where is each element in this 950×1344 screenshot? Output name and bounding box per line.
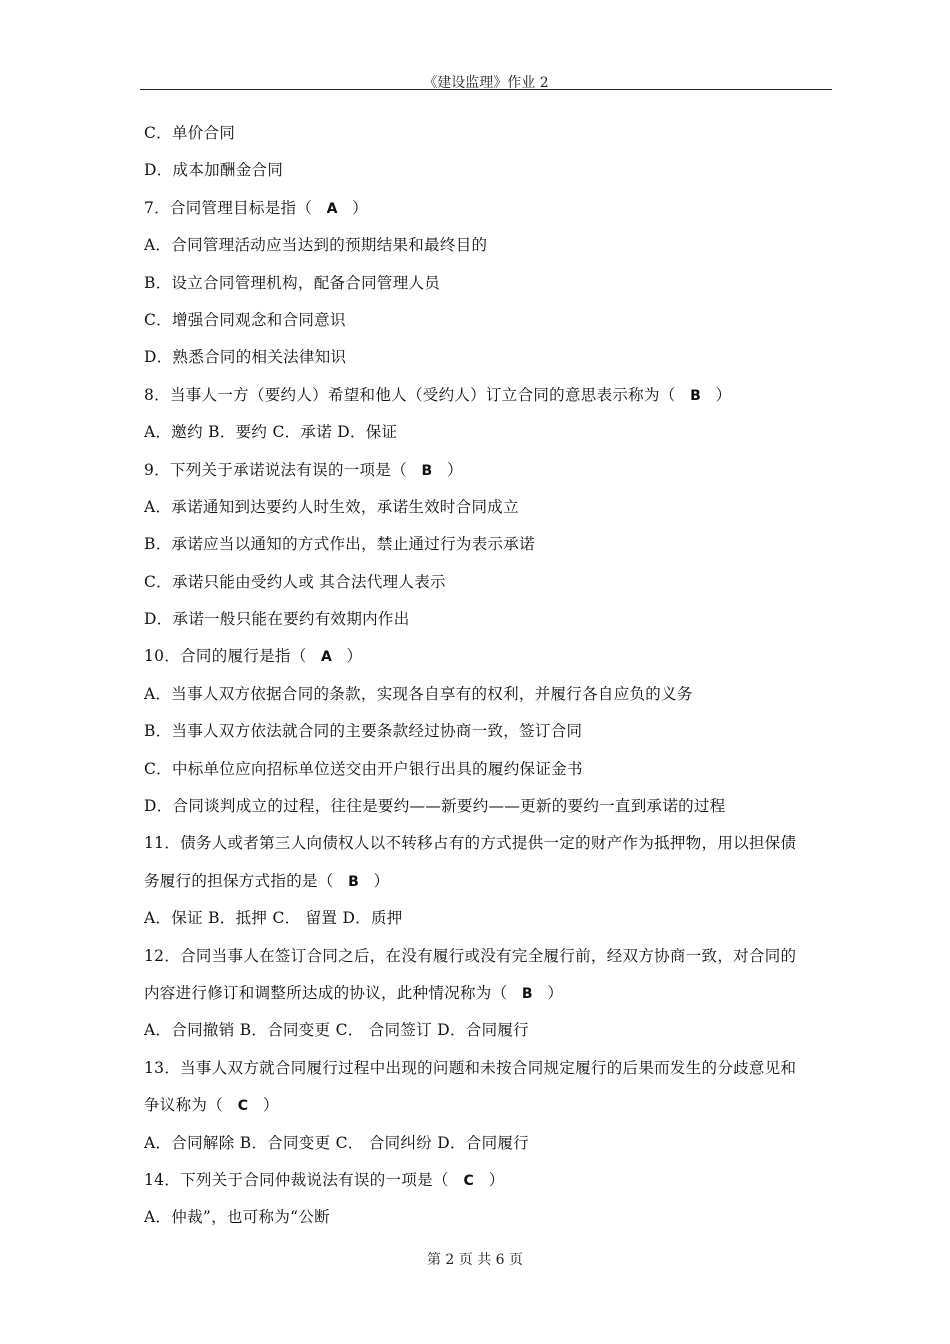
- answer-letter: B: [690, 387, 702, 404]
- closing-paren: ）: [263, 1096, 279, 1115]
- line-text: A．承诺通知到达要约人时生效，承诺生效时合同成立: [144, 497, 519, 516]
- line-text: C．增强合同观念和合同意识: [144, 310, 346, 329]
- header-divider: [140, 89, 832, 90]
- line-text: A．合同撤销 B．合同变更 C． 合同签订 D．合同履行: [144, 1021, 529, 1040]
- line-text: A．当事人双方依据合同的条款，实现各自享有的权利，并履行各自应负的义务: [144, 684, 693, 703]
- closing-paren: ）: [715, 385, 732, 404]
- line-text: 10．合同的履行是指（: [144, 647, 307, 666]
- question-line: [144, 645, 836, 682]
- text-line: [144, 758, 836, 795]
- closing-paren: ）: [547, 983, 564, 1002]
- line-text: 8．当事人一方（要约人）希望和他人（受约人）订立合同的意思表示称为（: [144, 385, 676, 404]
- text-line: [144, 421, 836, 458]
- answer-letter: B: [421, 462, 433, 479]
- line-text: 务履行的担保方式指的是（: [144, 871, 334, 890]
- answer-letter: C: [237, 1098, 249, 1115]
- answer-letter: C: [463, 1172, 475, 1189]
- text-line: [144, 945, 836, 982]
- line-text: 9．下列关于承诺说法有误的一项是（: [144, 460, 407, 479]
- closing-paren: ）: [346, 647, 363, 666]
- line-text: A．仲裁”，也可称为“公断: [144, 1208, 330, 1227]
- text-line: [144, 683, 836, 720]
- text-line: [144, 907, 836, 944]
- line-text: 7．合同管理目标是指（: [144, 198, 313, 217]
- answer-letter: B: [521, 985, 533, 1002]
- text-line: [144, 571, 836, 608]
- page-header: 《建设监理》作业 2: [423, 75, 549, 91]
- line-text: C．承诺只能由受约人或 其合法代理人表示: [144, 572, 446, 591]
- line-text: A．保证 B．抵押 C． 留置 D．质押: [144, 909, 403, 928]
- line-text: C．中标单位应向招标单位送交由开户银行出具的履约保证金书: [144, 759, 583, 778]
- text-line: [144, 608, 836, 645]
- line-text: A．邀约 B．要约 C．承诺 D．保证: [144, 423, 398, 442]
- closing-paren: ）: [488, 1170, 505, 1189]
- answer-letter: B: [348, 873, 360, 890]
- line-text: A．合同管理活动应当达到的预期结果和最终目的: [144, 236, 488, 255]
- question-line: [144, 1169, 836, 1206]
- line-text: C．单价合同: [144, 124, 236, 142]
- text-line: [144, 795, 836, 832]
- text-line: [144, 122, 836, 159]
- line-text: D．承诺一般只能在要约有效期内作出: [144, 610, 410, 629]
- line-text: B．当事人双方依法就合同的主要条款经过协商一致，签订合同: [144, 722, 583, 741]
- line-text: D．熟悉合同的相关法律知识: [144, 348, 347, 367]
- text-line: [144, 1019, 836, 1056]
- line-text: D．成本加酬金合同: [144, 161, 284, 180]
- text-line: [144, 1057, 836, 1094]
- line-text: B．设立合同管理机构，配备合同管理人员: [144, 273, 441, 292]
- text-line: [144, 1206, 836, 1243]
- text-line: [144, 309, 836, 346]
- question-line: [144, 1094, 836, 1131]
- answer-letter: A: [326, 200, 338, 217]
- text-line: [144, 832, 836, 869]
- text-line: [144, 533, 836, 570]
- line-text: 14．下列关于合同仲裁说法有误的一项是（: [144, 1170, 449, 1189]
- text-line: [144, 234, 836, 271]
- text-line: [144, 1132, 836, 1169]
- text-line: [144, 720, 836, 757]
- line-text: 内容进行修订和调整所达成的协议，此种情况称为（: [144, 983, 508, 1002]
- closing-paren: ）: [352, 198, 368, 217]
- closing-paren: ）: [446, 460, 463, 479]
- line-text: A．合同解除 B．合同变更 C． 合同纠纷 D．合同履行: [144, 1133, 529, 1152]
- text-line: [144, 346, 836, 383]
- question-line: [144, 197, 836, 234]
- line-text: 13．当事人双方就合同履行过程中出现的问题和未按合同规定履行的后果而发生的分歧意见和: [144, 1058, 797, 1077]
- page-footer: 第 2 页 共 6 页: [426, 1252, 524, 1268]
- line-text: D．合同谈判成立的过程，往往是要约——新要约——更新的要约一直到承诺的过程: [144, 797, 726, 816]
- line-text: B．承诺应当以通知的方式作出，禁止通过行为表示承诺: [144, 535, 535, 554]
- question-line: [144, 982, 836, 1019]
- question-line: [144, 459, 836, 496]
- question-line: [144, 384, 836, 421]
- text-line: [144, 159, 836, 196]
- line-text: 争议称为（: [144, 1096, 224, 1115]
- text-line: [144, 272, 836, 309]
- document-body: [144, 122, 836, 1244]
- closing-paren: ）: [373, 871, 390, 890]
- line-text: 12．合同当事人在签订合同之后，在没有履行或没有完全履行前，经双方协商一致，对合同的: [144, 946, 797, 965]
- text-line: [144, 496, 836, 533]
- line-text: 11．债务人或者第三人向债权人以不转移占有的方式提供一定的财产作为抵押物，用以担保债: [144, 834, 797, 853]
- answer-letter: A: [320, 649, 333, 666]
- question-line: [144, 870, 836, 907]
